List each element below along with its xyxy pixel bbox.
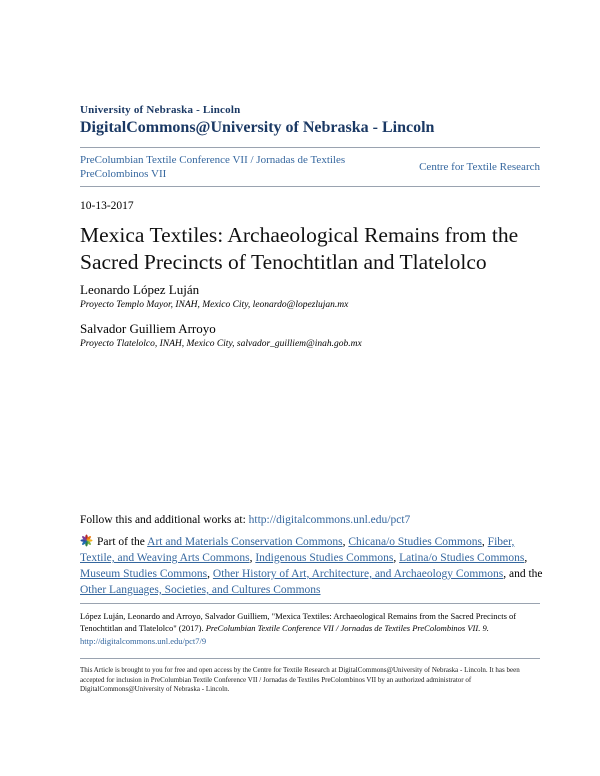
article-title [80, 222, 590, 276]
follow-works-line [80, 514, 410, 526]
author-affiliation: Proyecto Templo Mayor, INAH, Mexico City, leonardo@lopezlujan.mx [80, 300, 349, 310]
author-block [80, 321, 540, 349]
citation-link[interactable]: http://digitalcommons.unl.edu/pct7/9 [80, 636, 207, 646]
series-title-link[interactable]: PreColumbian Textile Conference VII / Jornadas de Textiles PreColombinos VII [80, 154, 346, 180]
article-title-line-1: Mexica Textiles: Archaeological Remains from the [80, 223, 519, 247]
author-name[interactable]: Salvador Guilliem Arroyo [80, 321, 216, 336]
citation-text: López Luján, Leonardo and Arroyo, Salvador Guilliem, "Mexica Textiles: Archaeological Remains from the Sacred Precincts of Tenochtitlan and Tlatelolco" (2017). [80, 611, 517, 633]
disciplines-paragraph [80, 534, 545, 598]
masthead [80, 104, 540, 137]
commons-discipline-link[interactable]: Indigenous Studies Commons [255, 552, 394, 564]
part-of-text: Part of the Art and Materials Conservation Commons, Chicana/o Studies Commons, Fiber, Textile, and Weaving Arts Commons, Indigenous Studies Commons, Latina/o Studies Commons, Museum Studies Commons, Other History of Art, Architecture, and Archaeology Commons, and the Other Languages, Societies, and Cultures Commons [80, 536, 543, 596]
commons-discipline-link[interactable]: Other Languages, Societies, and Cultures Commons [80, 584, 321, 596]
author-block [80, 282, 540, 310]
authors-section [80, 282, 540, 360]
center-for-textile-research-link[interactable]: Centre for Textile Research [419, 161, 540, 173]
recommended-citation [80, 611, 540, 648]
institution-link[interactable]: University of Nebraska - Lincoln [80, 104, 241, 116]
author-name[interactable]: Leonardo López Luján [80, 282, 200, 297]
site-title-link[interactable]: DigitalCommons@University of Nebraska - Lincoln [80, 119, 435, 136]
commons-discipline-link[interactable]: Fiber, Textile, and Weaving Arts Commons [80, 536, 515, 564]
commons-discipline-link[interactable]: Latina/o Studies Commons [399, 552, 525, 564]
author-affiliation: Proyecto Tlatelolco, INAH, Mexico City, salvador_guilliem@inah.gob.mx [80, 339, 362, 349]
commons-discipline-link[interactable]: Museum Studies Commons [80, 568, 208, 580]
series-band [80, 147, 540, 187]
commons-discipline-link[interactable]: Other History of Art, Architecture, and Archaeology Commons [212, 568, 504, 580]
commons-discipline-link[interactable]: Art and Materials Conservation Commons [147, 536, 343, 548]
follow-works-link[interactable]: http://digitalcommons.unl.edu/pct7 [248, 514, 411, 526]
divider [80, 658, 540, 659]
publication-date: 10-13-2017 [80, 200, 134, 212]
commons-discipline-link[interactable]: Chicana/o Studies Commons [348, 536, 482, 548]
citation-series: PreColumbian Textile Conference VII / Jornadas de Textiles PreColombinos VII. 9. [205, 622, 489, 633]
divider [80, 603, 540, 604]
footer-note: This Article is brought to you for free and open access by the Centre for Textile Research at DigitalCommons@University of Nebraska - Lincoln. It has been accepted for inclusion in PreColumbian Textile Conference VII / Jornadas de Textiles PreColombinos VII by an authorized administrator of DigitalCommons@University of Nebraska - Lincoln. [80, 666, 520, 693]
article-title-line-2: Sacred Precincts of Tenochtitlan and Tlatelolco [80, 250, 487, 274]
follow-works-text: Follow this and additional works at: [80, 514, 249, 526]
digital-commons-logo-icon [80, 534, 93, 550]
